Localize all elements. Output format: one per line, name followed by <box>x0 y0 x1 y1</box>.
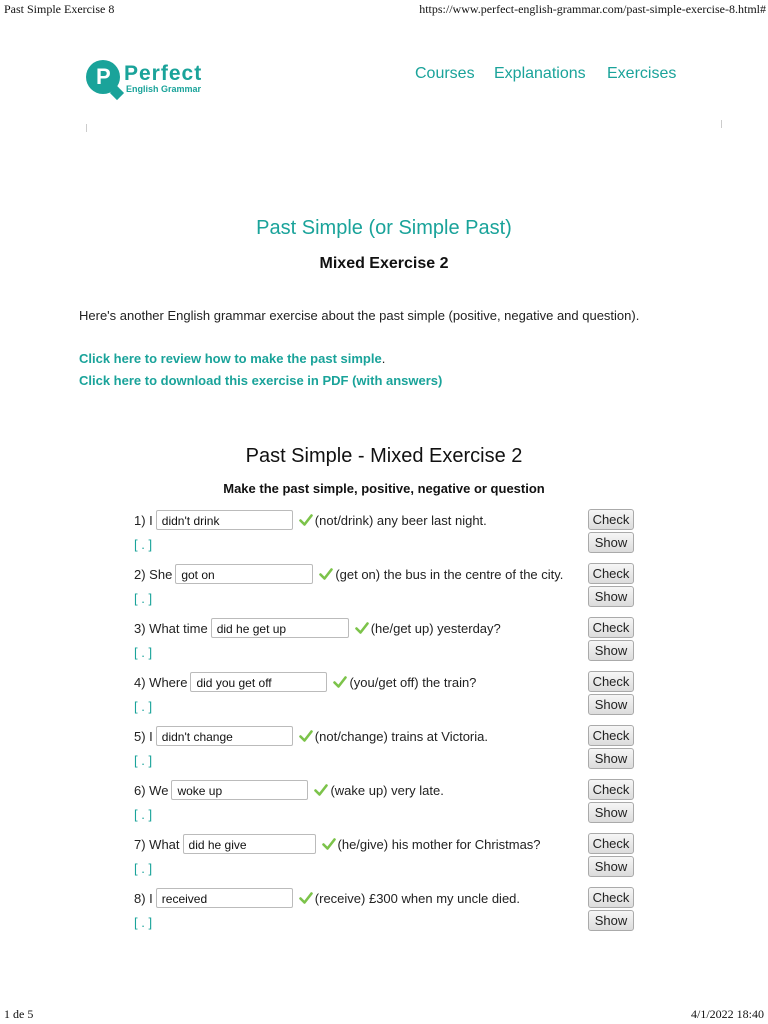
sentence-prefix: 1) I <box>134 512 153 528</box>
show-button[interactable]: Show <box>588 802 634 823</box>
sentence-suffix: (not/drink) any beer last night. <box>314 512 487 528</box>
show-button[interactable]: Show <box>588 748 634 769</box>
sentence-suffix: (he/get up) yesterday? <box>370 620 501 636</box>
exercise-sentence <box>134 833 541 855</box>
answer-reveal-link[interactable]: [ . ] <box>134 699 153 714</box>
answer-input[interactable]: did you get off <box>190 672 327 692</box>
logo-tagline: English Grammar <box>126 84 202 94</box>
correct-check-icon <box>322 837 336 851</box>
page-title: Past Simple (or Simple Past) <box>256 217 512 239</box>
exercise-sentence <box>134 725 488 747</box>
answer-input[interactable]: didn't drink <box>156 510 293 530</box>
answer-reveal-link[interactable]: [ . ] <box>134 591 153 606</box>
exercise-sentence <box>134 887 520 909</box>
print-datetime: 4/1/2022 18:40 <box>690 1007 764 1021</box>
print-page-title: Past Simple Exercise 8 <box>4 2 115 16</box>
exercise-instruction: Make the past simple, positive, negative or question <box>223 481 545 496</box>
review-past-simple-link[interactable]: Click here to review how to make the past simple <box>79 351 382 366</box>
review-link-line: Click here to review how to make the past simple. <box>79 351 386 366</box>
show-button[interactable]: Show <box>588 532 634 553</box>
correct-check-icon <box>314 783 328 797</box>
exercise-sentence <box>134 779 444 801</box>
answer-reveal-link[interactable]: [ . ] <box>134 861 153 876</box>
exercise-item <box>134 509 654 559</box>
answer-reveal-link[interactable]: [ . ] <box>134 645 153 660</box>
sentence-prefix: 8) I <box>134 890 153 906</box>
answer-reveal-link[interactable]: [ . ] <box>134 807 153 822</box>
intro-text: Here's another English grammar exercise about the past simple (positive, negative and question). <box>79 308 640 323</box>
page-subtitle: Mixed Exercise 2 <box>319 255 449 272</box>
correct-check-icon <box>333 675 347 689</box>
correct-check-icon <box>319 567 333 581</box>
answer-input[interactable]: did he get up <box>211 618 349 638</box>
check-button[interactable]: Check <box>588 563 634 584</box>
exercise-item <box>134 887 654 937</box>
sentence-prefix: 7) What <box>134 836 180 852</box>
correct-check-icon <box>299 513 313 527</box>
logo-q-icon: P <box>86 60 120 94</box>
exercise-item <box>134 617 654 667</box>
exercise-item <box>134 833 654 883</box>
check-button[interactable]: Check <box>588 887 634 908</box>
show-button[interactable]: Show <box>588 910 634 931</box>
show-button[interactable]: Show <box>588 640 634 661</box>
sentence-prefix: 4) Where <box>134 674 188 690</box>
sentence-suffix: (not/change) trains at Victoria. <box>314 728 488 744</box>
exercise-sentence <box>134 617 501 639</box>
sentence-suffix: (receive) £300 when my uncle died. <box>314 890 521 906</box>
answer-reveal-link[interactable]: [ . ] <box>134 537 153 552</box>
divider-mark <box>86 124 87 132</box>
answer-input[interactable]: got on <box>175 564 313 584</box>
correct-check-icon <box>299 891 313 905</box>
sentence-prefix: 3) What time <box>134 620 208 636</box>
sentence-prefix: 5) I <box>134 728 153 744</box>
sentence-suffix: (you/get off) the train? <box>349 674 477 690</box>
show-button[interactable]: Show <box>588 694 634 715</box>
exercise-sentence <box>134 671 476 693</box>
exercise-item <box>134 725 654 775</box>
logo-wordmark: Perfect <box>124 62 203 85</box>
sentence-suffix: (wake up) very late. <box>330 782 444 798</box>
answer-input[interactable]: woke up <box>171 780 308 800</box>
show-button[interactable]: Show <box>588 586 634 607</box>
exercise-sentence <box>134 509 487 531</box>
download-pdf-link[interactable]: Click here to download this exercise in PDF (with answers) <box>79 373 443 388</box>
check-button[interactable]: Check <box>588 509 634 530</box>
answer-input[interactable]: didn't change <box>156 726 293 746</box>
sentence-suffix: (get on) the bus in the centre of the city. <box>335 566 564 582</box>
exercise-item <box>134 671 654 721</box>
answer-reveal-link[interactable]: [ . ] <box>134 915 153 930</box>
nav-explanations[interactable]: Explanations <box>494 65 586 82</box>
correct-check-icon <box>299 729 313 743</box>
answer-input[interactable]: received <box>156 888 293 908</box>
answer-input[interactable]: did he give <box>183 834 316 854</box>
check-button[interactable]: Check <box>588 779 634 800</box>
site-logo[interactable] <box>86 60 216 98</box>
check-button[interactable]: Check <box>588 617 634 638</box>
check-button[interactable]: Check <box>588 725 634 746</box>
print-page-number: 1 de 5 <box>4 1007 34 1021</box>
exercise-item <box>134 563 654 613</box>
answer-reveal-link[interactable]: [ . ] <box>134 753 153 768</box>
exercise-item <box>134 779 654 829</box>
sentence-suffix: (he/give) his mother for Christmas? <box>337 836 541 852</box>
divider-mark <box>721 120 722 128</box>
correct-check-icon <box>355 621 369 635</box>
print-page-url: https://www.perfect-english-grammar.com/past-simple-exercise-8.html# <box>419 2 766 16</box>
sentence-prefix: 2) She <box>134 566 173 582</box>
show-button[interactable]: Show <box>588 856 634 877</box>
exercise-title: Past Simple - Mixed Exercise 2 <box>245 445 523 467</box>
exercise-sentence <box>134 563 563 585</box>
nav-exercises[interactable]: Exercises <box>607 65 677 82</box>
check-button[interactable]: Check <box>588 833 634 854</box>
nav-courses[interactable]: Courses <box>415 65 475 82</box>
check-button[interactable]: Check <box>588 671 634 692</box>
sentence-prefix: 6) We <box>134 782 169 798</box>
